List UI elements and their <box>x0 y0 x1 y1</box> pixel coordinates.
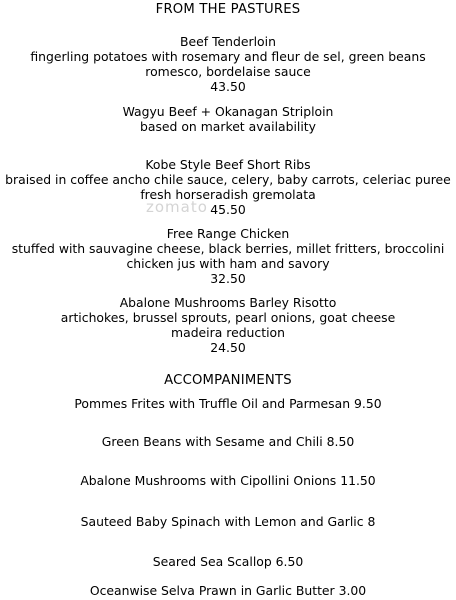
accompaniment-item: Sauteed Baby Spinach with Lemon and Garlic 8 <box>80 514 376 529</box>
menu-item-description: romesco, bordelaise sauce <box>145 64 311 79</box>
accompaniment-item: Oceanwise Selva Prawn in Garlic Butter 3.00 <box>89 583 367 598</box>
accompaniment-item: Seared Sea Scallop 6.50 <box>152 554 304 569</box>
menu-item-price: 32.50 <box>210 271 246 286</box>
menu-item-name: Beef Tenderloin <box>180 34 276 49</box>
menu-item-name: Free Range Chicken <box>166 226 290 241</box>
menu-item-price: 45.50 <box>210 202 246 217</box>
menu-item-description: braised in coffee ancho chile sauce, celery, baby carrots, celeriac puree <box>5 172 451 187</box>
watermark: zomato <box>146 198 208 216</box>
menu-item-name: Kobe Style Beef Short Ribs <box>145 157 311 172</box>
menu-item-description: fingerling potatoes with rosemary and fleur de sel, green beans <box>30 49 426 64</box>
menu-item-name: Wagyu Beef + Okanagan Striploin <box>122 104 334 119</box>
menu-item-name: Abalone Mushrooms Barley Risotto <box>119 295 337 310</box>
menu-item-price: 24.50 <box>210 340 246 355</box>
section-heading-pastures: FROM THE PASTURES <box>155 2 301 17</box>
menu-item-description: stuffed with sauvagine cheese, black berries, millet fritters, broccolini <box>11 241 445 256</box>
accompaniment-item: Pommes Frites with Truffle Oil and Parmesan 9.50 <box>74 396 382 411</box>
section-heading-accompaniments: ACCOMPANIMENTS <box>164 373 292 388</box>
menu-item-description: based on market availability <box>139 119 316 134</box>
menu-item-description: fresh horseradish gremolata <box>140 187 316 202</box>
menu-item-description: madeira reduction <box>171 325 285 340</box>
accompaniment-item: Abalone Mushrooms with Cipollini Onions 11.50 <box>80 473 376 488</box>
menu-item-price: 43.50 <box>210 79 246 94</box>
menu-item-description: artichokes, brussel sprouts, pearl onions, goat cheese <box>60 310 396 325</box>
menu-item-description: chicken jus with ham and savory <box>126 256 330 271</box>
accompaniment-item: Green Beans with Sesame and Chili 8.50 <box>101 434 355 449</box>
